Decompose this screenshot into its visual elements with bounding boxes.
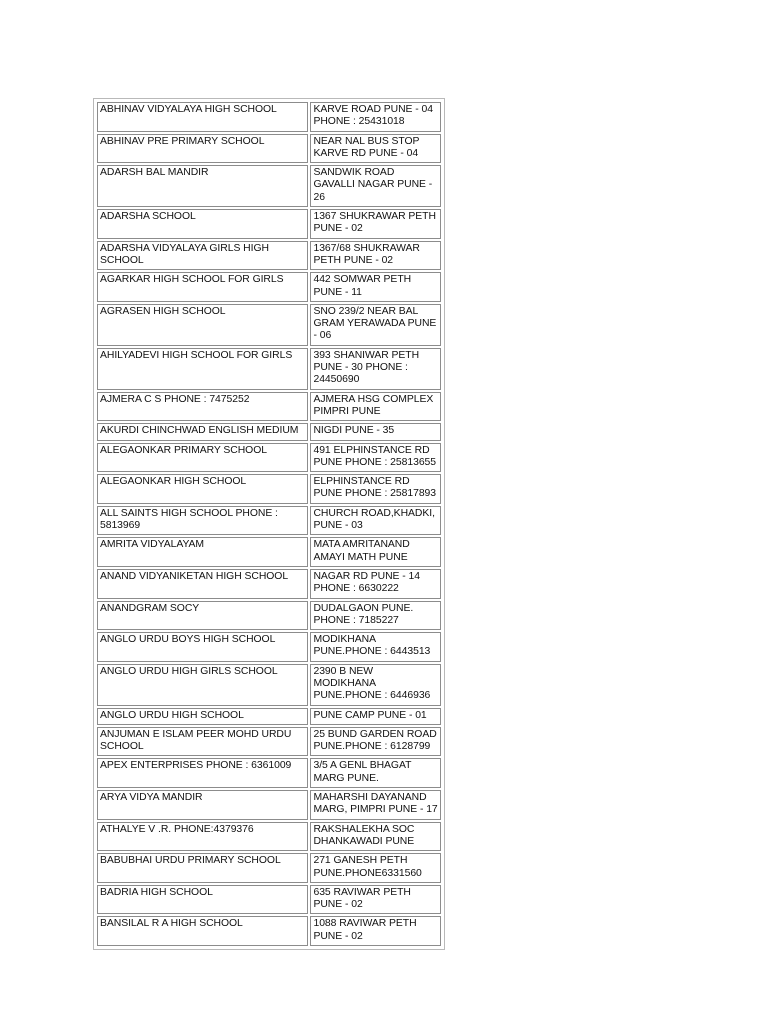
- table-row: [97, 708, 441, 725]
- school-address-cell: [310, 758, 441, 788]
- school-address: 1088 RAVIWAR PETH PUNE - 02: [313, 918, 417, 942]
- table-row: [97, 443, 441, 473]
- school-address: 25 BUND GARDEN ROAD PUNE.PHONE : 6128799: [313, 728, 437, 753]
- school-directory-table: [95, 100, 443, 948]
- school-address-cell: [310, 569, 441, 599]
- table-row: [97, 664, 441, 706]
- school-name: BABUBHAI URDU PRIMARY SCHOOL: [100, 855, 281, 867]
- school-address-cell: [310, 885, 441, 915]
- school-address: SANDWIK ROAD GAVALLI NAGAR PUNE - 26: [313, 167, 433, 203]
- school-name: ALEGAONKAR PRIMARY SCHOOL: [100, 444, 267, 456]
- table-row: [97, 102, 441, 132]
- school-name: ATHALYE V .R. PHONE:4379376: [100, 823, 254, 835]
- school-address: 491 ELPHINSTANCE RD PUNE PHONE : 25813655: [313, 444, 437, 468]
- school-name-cell: [97, 423, 308, 440]
- table-row: [97, 853, 441, 883]
- school-name: AGARKAR HIGH SCHOOL FOR GIRLS: [100, 274, 284, 286]
- table-row: [97, 727, 441, 757]
- table-row: [97, 474, 441, 504]
- school-address: AJMERA HSG COMPLEX PIMPRI PUNE: [313, 393, 434, 417]
- school-address: 2390 B NEW MODIKHANA PUNE.PHONE : 6446936: [313, 665, 431, 702]
- table-row: [97, 822, 441, 852]
- school-name: AHILYADEVI HIGH SCHOOL FOR GIRLS: [100, 349, 293, 361]
- table-row: [97, 241, 441, 271]
- school-address-cell: [310, 822, 441, 852]
- table-row: [97, 885, 441, 915]
- table-row: [97, 790, 441, 820]
- table-row: [97, 392, 441, 422]
- school-address-cell: [310, 392, 441, 422]
- school-name: ARYA VIDYA MANDIR: [100, 792, 203, 804]
- school-name: ANANDGRAM SOCY: [100, 602, 200, 614]
- school-address: ELPHINSTANCE RD PUNE PHONE : 25817893: [313, 476, 437, 500]
- school-address: MATA AMRITANAND AMAYI MATH PUNE: [313, 539, 410, 563]
- school-name-cell: [97, 708, 308, 725]
- table-row: [97, 916, 441, 946]
- school-directory-body: [97, 102, 441, 946]
- table-row: [97, 209, 441, 239]
- school-address-cell: [310, 664, 441, 706]
- table-row: [97, 134, 441, 164]
- school-address-cell: [310, 601, 441, 631]
- school-address-cell: [310, 102, 441, 132]
- school-name-cell: [97, 632, 308, 662]
- school-address-cell: [310, 241, 441, 271]
- school-name-cell: [97, 885, 308, 915]
- school-name-cell: [97, 165, 308, 207]
- school-address-cell: [310, 506, 441, 536]
- school-name-cell: [97, 272, 308, 302]
- school-address-cell: [310, 304, 441, 346]
- school-name: AGRASEN HIGH SCHOOL: [100, 305, 226, 317]
- school-name: ADARSHA VIDYALAYA GIRLS HIGH SCHOOL: [100, 242, 269, 266]
- school-name-cell: [97, 241, 308, 271]
- table-row: [97, 601, 441, 631]
- school-name: AMRITA VIDYALAYAM: [100, 539, 205, 551]
- school-address: 271 GANESH PETH PUNE.PHONE6331560: [313, 855, 422, 879]
- school-name: BADRIA HIGH SCHOOL: [100, 886, 213, 898]
- school-address-cell: [310, 708, 441, 725]
- school-name-cell: [97, 506, 308, 536]
- school-name: ADARSH BAL MANDIR: [100, 167, 209, 179]
- school-address: 635 RAVIWAR PETH PUNE - 02: [313, 886, 411, 911]
- school-name: APEX ENTERPRISES PHONE : 6361009: [100, 760, 292, 772]
- school-name-cell: [97, 392, 308, 422]
- school-address: MODIKHANA PUNE.PHONE : 6443513: [313, 634, 431, 658]
- school-name: ABHINAV VIDYALAYA HIGH SCHOOL: [100, 104, 277, 115]
- school-address: MAHARSHI DAYANAND MARG, PIMPRI PUNE - 17: [313, 792, 438, 816]
- school-address: KARVE ROAD PUNE - 04 PHONE : 25431018: [313, 104, 433, 128]
- school-name-cell: [97, 601, 308, 631]
- school-name-cell: [97, 758, 308, 788]
- school-name: BANSILAL R A HIGH SCHOOL: [100, 918, 243, 930]
- school-address-cell: [310, 272, 441, 302]
- school-address: NEAR NAL BUS STOP KARVE RD PUNE - 04: [313, 135, 420, 159]
- school-name: AJMERA C S PHONE : 7475252: [100, 393, 250, 405]
- school-name-cell: [97, 916, 308, 946]
- school-name-cell: [97, 727, 308, 757]
- table-row: [97, 304, 441, 346]
- school-address: 1367 SHUKRAWAR PETH PUNE - 02: [313, 211, 436, 235]
- school-name: ALEGAONKAR HIGH SCHOOL: [100, 476, 247, 488]
- school-address-cell: [310, 348, 441, 390]
- school-name: AKURDI CHINCHWAD ENGLISH MEDIUM: [100, 425, 299, 437]
- school-name: ABHINAV PRE PRIMARY SCHOOL: [100, 135, 265, 147]
- school-name: ANAND VIDYANIKETAN HIGH SCHOOL: [100, 570, 289, 582]
- school-address-cell: [310, 853, 441, 883]
- school-address-cell: [310, 134, 441, 164]
- table-row: [97, 423, 441, 440]
- school-name-cell: [97, 443, 308, 473]
- school-name-cell: [97, 822, 308, 852]
- table-row: [97, 348, 441, 390]
- school-name: ANGLO URDU HIGH SCHOOL: [100, 709, 244, 721]
- school-name-cell: [97, 569, 308, 599]
- school-name-cell: [97, 134, 308, 164]
- school-address-cell: [310, 209, 441, 239]
- school-address: PUNE CAMP PUNE - 01: [313, 709, 427, 721]
- school-address: 442 SOMWAR PETH PUNE - 11: [313, 274, 412, 298]
- school-name: ALL SAINTS HIGH SCHOOL PHONE : 5813969: [100, 507, 278, 532]
- school-name-cell: [97, 790, 308, 820]
- school-address-cell: [310, 632, 441, 662]
- school-name: ANGLO URDU BOYS HIGH SCHOOL: [100, 634, 276, 646]
- school-name-cell: [97, 348, 308, 390]
- table-row: [97, 632, 441, 662]
- school-name-cell: [97, 537, 308, 567]
- school-name-cell: [97, 304, 308, 346]
- school-name-cell: [97, 474, 308, 504]
- table-row: [97, 758, 441, 788]
- school-address: DUDALGAON PUNE. PHONE : 7185227: [313, 602, 414, 626]
- school-address-cell: [310, 423, 441, 440]
- school-name: ADARSHA SCHOOL: [100, 211, 196, 223]
- school-address-cell: [310, 916, 441, 946]
- school-address: RAKSHALEKHA SOC DHANKAWADI PUNE: [313, 823, 415, 847]
- school-address-cell: [310, 443, 441, 473]
- school-address: NAGAR RD PUNE - 14 PHONE : 6630222: [313, 570, 420, 595]
- school-address-cell: [310, 727, 441, 757]
- table-row: [97, 272, 441, 302]
- table-row: [97, 506, 441, 536]
- table-row: [97, 537, 441, 567]
- school-address: 1367/68 SHUKRAWAR PETH PUNE - 02: [313, 242, 420, 266]
- school-address-cell: [310, 165, 441, 207]
- school-directory-frame: [93, 98, 445, 950]
- school-address: SNO 239/2 NEAR BAL GRAM YERAWADA PUNE - 06: [313, 305, 437, 342]
- school-address-cell: [310, 474, 441, 504]
- school-name: ANJUMAN E ISLAM PEER MOHD URDU SCHOOL: [100, 728, 292, 753]
- school-name: ANGLO URDU HIGH GIRLS SCHOOL: [100, 665, 278, 677]
- school-address-cell: [310, 537, 441, 567]
- school-name-cell: [97, 664, 308, 706]
- school-address: 393 SHANIWAR PETH PUNE - 30 PHONE : 24450690: [313, 349, 420, 386]
- table-row: [97, 165, 441, 207]
- table-row: [97, 569, 441, 599]
- school-address: 3/5 A GENL BHAGAT MARG PUNE.: [313, 760, 412, 784]
- school-name-cell: [97, 102, 308, 132]
- school-name-cell: [97, 209, 308, 239]
- school-name-cell: [97, 853, 308, 883]
- school-address: NIGDI PUNE - 35: [313, 425, 395, 437]
- school-address-cell: [310, 790, 441, 820]
- school-address: CHURCH ROAD,KHADKI, PUNE - 03: [313, 507, 435, 532]
